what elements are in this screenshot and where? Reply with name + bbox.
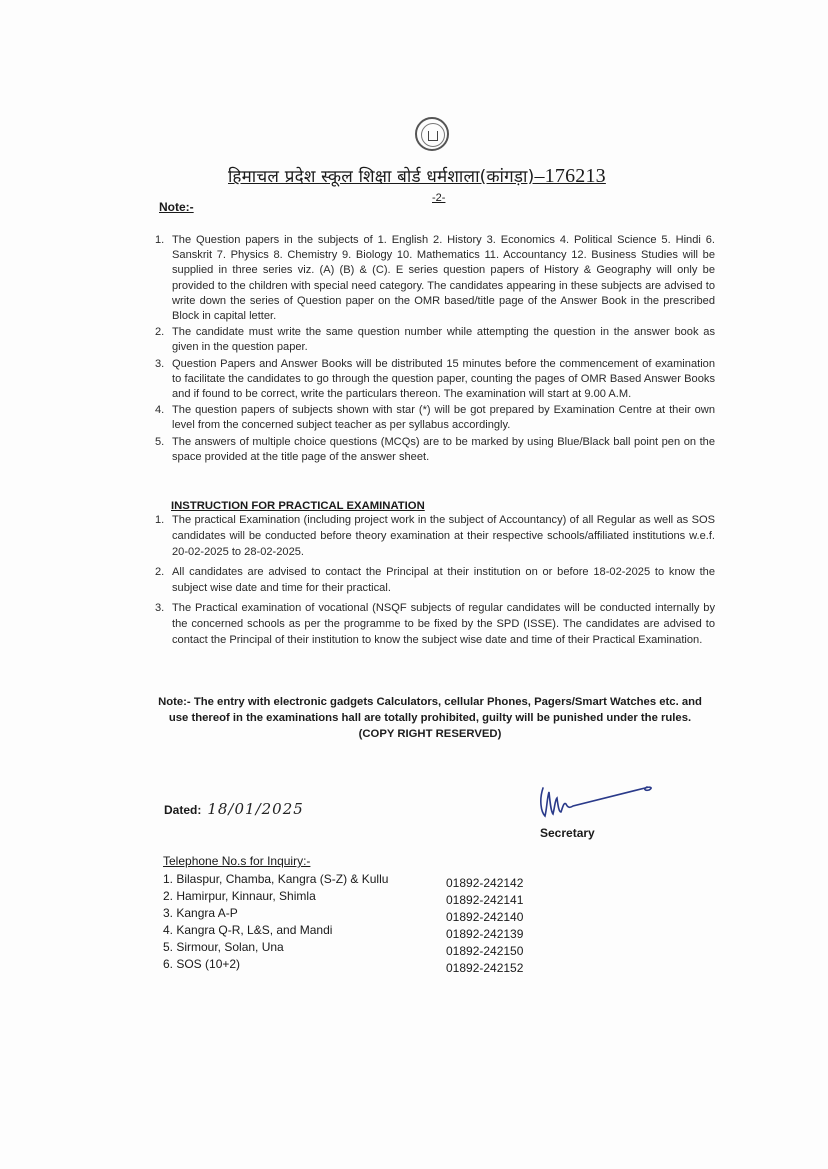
- note-item: 1. The Question papers in the subjects of 1. English 2. History 3. Economics 4. Political Science 5. Hindi 6. Sanskrit 7. Physics 8. Chemistry 9. Biology 10. Mathematics 11. Accountancy 12. Business Studies will be supplied in three series viz. (A) (B) & (C). E series question papers of History & Geography will only be provided to the children with special need category. The candidates appearing in these subjects are advised to write down the series of Question paper on the OMR based/title page of the Answer Book in the prescribed Block in capital letter.: [155, 234, 715, 323]
- notes-heading: Note:-: [159, 200, 194, 214]
- note-item: 4. The question papers of subjects shown with star (*) will be got prepared by Examination Centre at their own level from the concerned subject teacher as per syllabus accordingly.: [155, 404, 715, 432]
- signatory-title: Secretary: [540, 826, 595, 840]
- dated-line: [164, 800, 304, 818]
- practical-item: 3. The Practical examination of vocational (NSQF subjects of regular candidates will be conducted internally by the concerned schools as per the programme to be fixed by the SPD (ISSE). The candidates are advised to contact the Principal of their institution to know the subject wise date and time of their Practical Examination.: [155, 602, 715, 646]
- board-title: [228, 164, 606, 188]
- telephone-row: 2. Hamirpur, Kinnaur, Shimla 01892-242141: [163, 889, 524, 907]
- note-item: 2. The candidate must write the same question number while attempting the question in the answer book as given in the question paper.: [155, 326, 715, 354]
- telephone-row: 4. Kangra Q-R, L&S, and Mandi 01892-242139: [163, 923, 524, 941]
- page-number: -2-: [432, 192, 446, 204]
- board-title-hindi: हिमाचल प्रदेश स्कूल शिक्षा बोर्ड धर्मशाला(कांगड़ा): [228, 167, 535, 187]
- practical-item: 1. The practical Examination (including project work in the subject of Accountancy) of all Regular as well as SOS candidates will be conducted before theory examination at their respective schools/affiliated institutions w.e.f. 20-02-2025 to 28-02-2025.: [155, 514, 715, 558]
- telephone-row: 3. Kangra A-P 01892-242140: [163, 906, 524, 924]
- copyright-notice: (COPY RIGHT RESERVED): [358, 728, 502, 740]
- board-pincode: –176213: [534, 165, 606, 187]
- dated-value: 18/01/2025: [207, 800, 304, 818]
- telephone-row: 6. SOS (10+2) 01892-242152: [163, 957, 524, 975]
- practical-item: 2. All candidates are advised to contact the Principal at their institution on or before 18-02-2025 to know the subject wise date and time for their practical.: [155, 566, 715, 594]
- board-emblem-icon: [415, 117, 449, 151]
- telephone-row: 1. Bilaspur, Chamba, Kangra (S-Z) & Kullu 01892-242142: [163, 872, 524, 890]
- telephone-heading: Telephone No.s for Inquiry:-: [163, 854, 311, 868]
- practical-heading: INSTRUCTION FOR PRACTICAL EXAMINATION: [171, 500, 425, 512]
- notes-list: [155, 233, 715, 466]
- dated-label: Dated:: [164, 803, 202, 817]
- telephone-list: [163, 871, 533, 973]
- gadget-prohibition-note: Note:- The entry with electronic gadgets Calculators, cellular Phones, Pagers/Smart Watches etc. and use thereof in the examinations hall are totally prohibited, guilty will be punished under the rules. (COPY RIGHT RESERVED): [150, 694, 710, 742]
- note-item: 3. Question Papers and Answer Books will be distributed 15 minutes before the commencement of examination to facilitate the candidates to go through the question paper, counting the pages of OMR Based Answer Books and if found to be correct, write the particulars thereon. The examination will start at 9.00 A.M.: [155, 357, 715, 401]
- note-item: 5. The answers of multiple choice questions (MCQs) are to be marked by using Blue/Black ball point pen on the space provided at the title page of the answer sheet.: [155, 435, 715, 463]
- practical-list: [155, 512, 715, 652]
- telephone-row: 5. Sirmour, Solan, Una 01892-242150: [163, 940, 524, 958]
- signature-icon: [535, 778, 655, 823]
